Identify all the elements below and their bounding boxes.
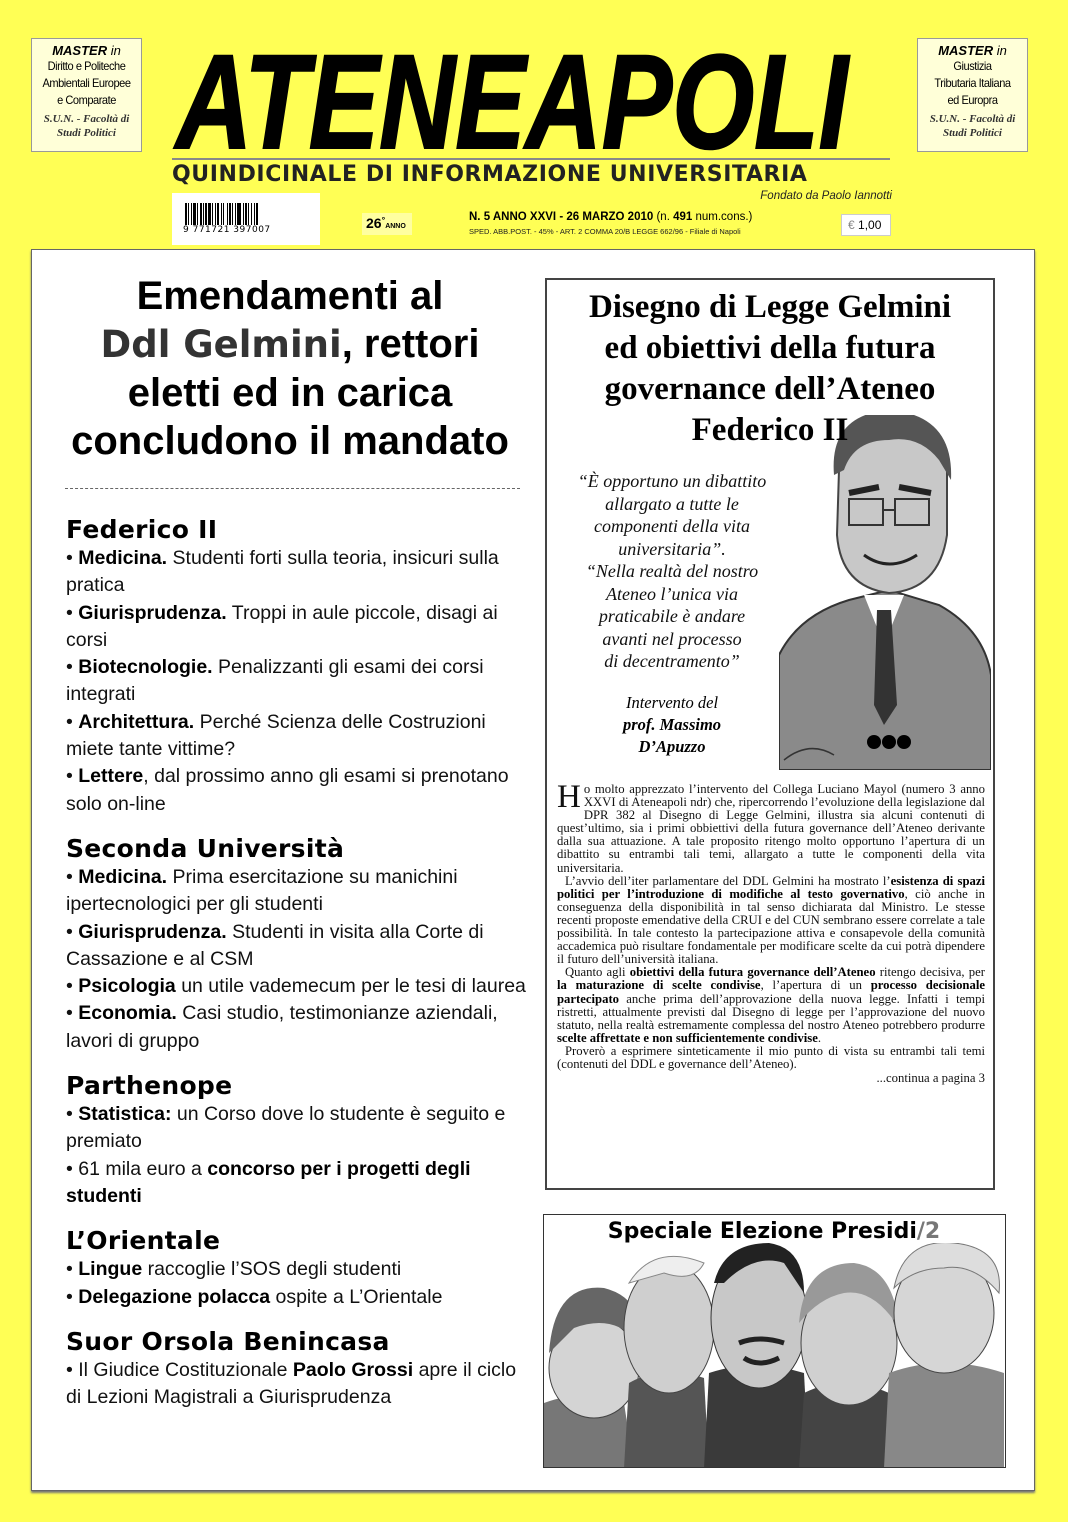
section-title[interactable]: Seconda Università xyxy=(66,833,345,863)
news-item[interactable]: • Architettura. Perché Scienza delle Costruzioni miete tante vittime? xyxy=(66,710,486,761)
news-item[interactable]: • Medicina. Prima esercitazione su manichini ipertecnologici per gli studenti xyxy=(66,865,458,916)
speciale-title[interactable]: Speciale Elezione Presidi/2 xyxy=(607,1219,941,1244)
continue-link[interactable]: ...continua a pagina 3 xyxy=(876,1071,985,1086)
barcode xyxy=(172,193,320,245)
master-ad-line: ed Europra xyxy=(947,93,998,107)
article-title[interactable]: Disegno di Legge Gelmini ed obiettivi della futura governance dell’Ateneo Federico II xyxy=(588,289,952,448)
pull-quote: “È opportuno un dibattito allargato a tutte le componenti della vita universitaria”. “Nella realtà del nostro Ateneo l’unica via praticabile è andare avanti nel processo di decentramento” xyxy=(577,471,767,671)
news-item[interactable]: • Giurisprudenza. Troppi in aule piccole, disagi ai corsi xyxy=(66,601,498,651)
article-paragraph: Proverò a esprimere sinteticamente il mio punto di vista su entrambi tali temi (contenuti del DDL e governance dell’Ateneo). xyxy=(557,1043,985,1071)
master-ad-line: Tributaria Italiana xyxy=(934,76,1011,90)
article-byline: Intervento del prof. Massimo D’Apuzzo xyxy=(622,693,722,756)
news-item[interactable]: • Lingue raccoglie l’SOS degli studenti xyxy=(66,1258,402,1281)
dashed-divider xyxy=(65,488,520,489)
founder-credit: Fondato da Paolo Iannotti xyxy=(760,190,892,202)
master-ad-faculty: S.U.N. - Facoltà di Studi Politici xyxy=(929,113,1016,139)
masthead-subtitle: QUINDICINALE DI INFORMAZIONE UNIVERSITARIA xyxy=(172,162,808,187)
section-title[interactable]: Federico II xyxy=(66,515,218,544)
news-item[interactable]: • Delegazione polacca ospite a L’Orientale xyxy=(66,1285,443,1308)
section-title[interactable]: L’Orientale xyxy=(66,1226,221,1256)
main-headline[interactable]: Emendamenti al Ddl Gelmini, rettori eletti ed in carica concludono il mandato xyxy=(71,274,509,463)
news-section xyxy=(66,1071,526,1210)
news-section xyxy=(66,1327,526,1412)
postal-info: SPED. ABB.POST. - 45% - ART. 2 COMMA 20/B LEGGE 662/96 - Filiale di Napoli xyxy=(469,227,741,236)
article-paragraph: Quanto agli obiettivi della futura governance dell’Ateneo ritengo decisiva, per la maturazione di scelte condivise, l’apertura di un processo decisionale partecipato anche prima dell’approvazione della nuova legge. Infatti i tempi ristretti, attualmente previsti dal Disegno di legge per l’approvazione del nuovo statuto, nella realtà estremamente complessa del nostro Ateneo potrebbero produrre scelte affrettate e non sufficientemente condivise. xyxy=(557,965,985,1045)
article-paragraph: L’avvio dell’iter parlamentare del DDL Gelmini ha mostrato l’esistenza di spazi politici per l’introduzione di modifiche al testo governativo, ciò anche in conseguenza della disponibilità in tal senso dichiarata dal Ministro. Le stesse recenti proposte emendative della CRUI e del CUN sembrano essere correlate a tale possibilità. In tale contesto la partecipazione attiva e consapevole della comunità accademica può risultare fondamentale per modificare scelte da cui potrà dipendere il futuro dell’università italiana. xyxy=(557,873,985,967)
drop-cap: H xyxy=(557,779,581,815)
news-item[interactable]: • 61 mila euro a concorso per i progetti degli studenti xyxy=(66,1157,471,1207)
master-ad-line: Giustizia xyxy=(953,59,992,73)
caricature-illustration xyxy=(779,415,991,770)
news-item[interactable]: • Psicologia un utile vademecum per le tesi di laurea xyxy=(66,975,526,998)
speciale-elezione-presidi[interactable] xyxy=(543,1214,1006,1468)
master-ad-line: Ambientali Europee xyxy=(42,76,131,90)
news-item[interactable]: • Biotecnologie. Penalizzanti gli esami dei corsi integrati xyxy=(66,656,484,706)
group-caricature-illustration xyxy=(544,1243,1004,1468)
news-section xyxy=(66,1226,526,1311)
news-item[interactable]: • Statistica: un Corso dove lo studente è seguito e premiato xyxy=(66,1103,506,1153)
feature-article[interactable] xyxy=(545,278,995,1190)
master-ad-left[interactable] xyxy=(31,38,142,152)
section-title[interactable]: Parthenope xyxy=(66,1071,233,1101)
anno-badge: 26°ANNO xyxy=(362,213,412,235)
master-ad-line: e Comparate xyxy=(57,93,116,107)
master-ad-right[interactable] xyxy=(917,38,1028,152)
section-title[interactable]: Suor Orsola Benincasa xyxy=(66,1326,390,1356)
master-ad-title: MASTER in xyxy=(52,43,121,58)
master-ad-line: Diritto e Politeche xyxy=(47,59,126,73)
ateneapoli-logo xyxy=(172,38,852,156)
logo-text: ATENEAPOLI xyxy=(173,38,851,156)
barcode-number: 9 771721 397007 xyxy=(183,225,271,235)
masthead-rule xyxy=(172,158,890,160)
issue-info: N. 5 ANNO XXVI - 26 MARZO 2010 (n. 491 num.cons.) xyxy=(469,211,753,223)
news-section xyxy=(66,834,526,1055)
news-item[interactable]: • Giurisprudenza. Studenti in visita alla Corte di Cassazione e al CSM xyxy=(66,920,484,970)
master-ad-faculty: S.U.N. - Facoltà di Studi Politici xyxy=(43,113,130,139)
article-body xyxy=(557,779,985,1086)
article-paragraph: Ho molto apprezzato l’intervento del Collega Luciano Mayol (numero 3 anno XXVI di Ateneapoli ndr) che, ripercorrendo l’evoluzione della legislazione dal DPR 382 al Disegno di Legge Gelmini, illustra sia alcuni contenuti di quest’ultimo, sia i primi obbiettivi della futura governance dell’Ateneo derivante dalla sua attuazione. A tale proposito ritengo molto opportuno l’apertura di un dibattito su entrambi tali temi, allargato a tutte le componenti della vita universitaria. xyxy=(557,779,985,875)
news-item[interactable]: • Medicina. Studenti forti sulla teoria, insicuri sulla pratica xyxy=(66,547,499,597)
master-ad-title: MASTER in xyxy=(938,43,1007,58)
news-item[interactable]: • Economia. Casi studio, testimonianze aziendali, lavori di gruppo xyxy=(66,1002,498,1052)
price-tag: € 1,00 xyxy=(841,214,891,236)
news-item[interactable]: • Lettere, dal prossimo anno gli esami si prenotano solo on-line xyxy=(66,765,509,815)
news-section xyxy=(66,515,526,818)
news-index xyxy=(66,515,526,1427)
news-item[interactable]: • Il Giudice Costituzionale Paolo Grossi apre il ciclo di Lezioni Magistrali a Giurisprudenza xyxy=(66,1358,517,1409)
